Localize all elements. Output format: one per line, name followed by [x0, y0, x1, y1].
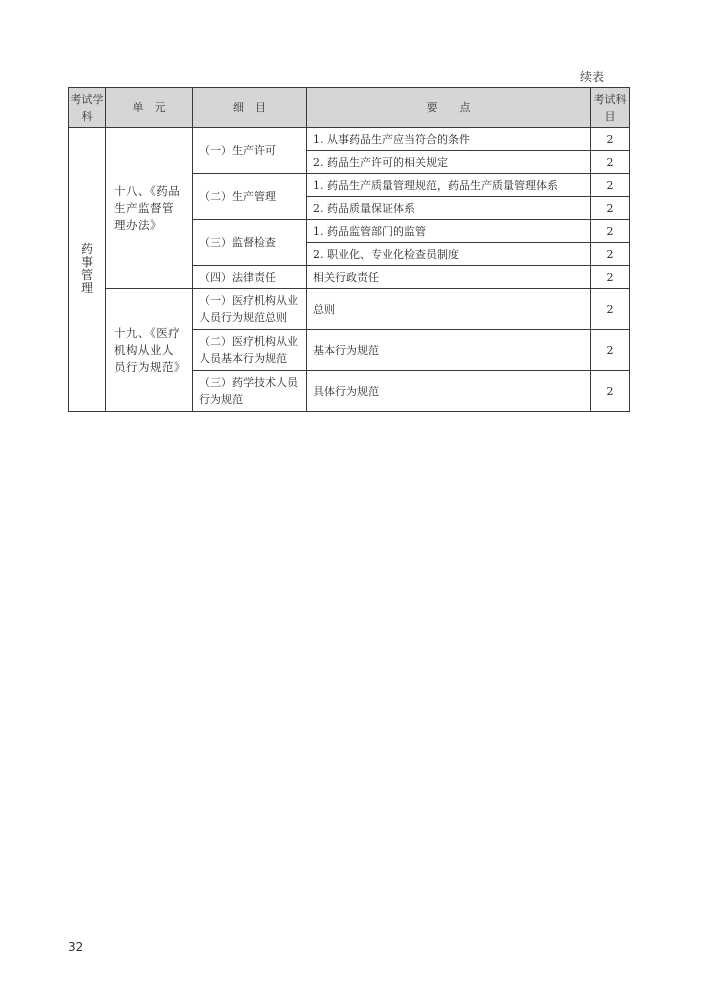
header-point: 要 点: [307, 88, 591, 128]
table-row: [69, 128, 630, 151]
point-text: 2. 药品生产许可的相关规定: [307, 151, 591, 174]
item-name: （一）生产许可: [193, 128, 307, 174]
score-value: 2: [591, 128, 630, 151]
score-value: 2: [591, 289, 630, 330]
header-subject: 考试学科: [69, 88, 106, 128]
score-value: 2: [591, 151, 630, 174]
continuation-label: 续表: [580, 70, 605, 84]
item-name: （四）法律责任: [193, 266, 307, 289]
score-value: 2: [591, 220, 630, 243]
point-text: 总则: [307, 289, 591, 330]
point-text: 相关行政责任: [307, 266, 591, 289]
score-value: 2: [591, 330, 630, 371]
item-name: （二）生产管理: [193, 174, 307, 220]
item-name: （三）药学技术人员行为规范: [193, 371, 307, 412]
item-name: （三）监督检查: [193, 220, 307, 266]
unit-title: 十八、《药品生产监督管理办法》: [106, 128, 193, 289]
point-text: 1. 药品监管部门的监管: [307, 220, 591, 243]
point-text: 1. 从事药品生产应当符合的条件: [307, 128, 591, 151]
header-score: 考试科目: [591, 88, 630, 128]
point-text: 1. 药品生产质量管理规范，药品生产质量管理体系: [307, 174, 591, 197]
score-value: 2: [591, 243, 630, 266]
score-value: 2: [591, 266, 630, 289]
item-name: （一）医疗机构从业人员行为规范总则: [193, 289, 307, 330]
point-text: 2. 职业化、专业化检查员制度: [307, 243, 591, 266]
table-header-row: [69, 88, 630, 128]
score-value: 2: [591, 174, 630, 197]
page-number: 32: [68, 940, 84, 954]
point-text: 2. 药品质量保证体系: [307, 197, 591, 220]
score-value: 2: [591, 197, 630, 220]
subject-cell: [69, 128, 106, 412]
point-text: 基本行为规范: [307, 330, 591, 371]
table-row: [69, 289, 630, 330]
score-value: 2: [591, 371, 630, 412]
item-name: （二）医疗机构从业人员基本行为规范: [193, 330, 307, 371]
header-item: 细 目: [193, 88, 307, 128]
point-text: 具体行为规范: [307, 371, 591, 412]
header-unit: 单 元: [106, 88, 193, 128]
syllabus-table: [68, 87, 630, 412]
unit-title: 十九、《医疗机构从业人员行为规范》: [106, 289, 193, 412]
subject-label: 药事管理: [80, 241, 93, 295]
